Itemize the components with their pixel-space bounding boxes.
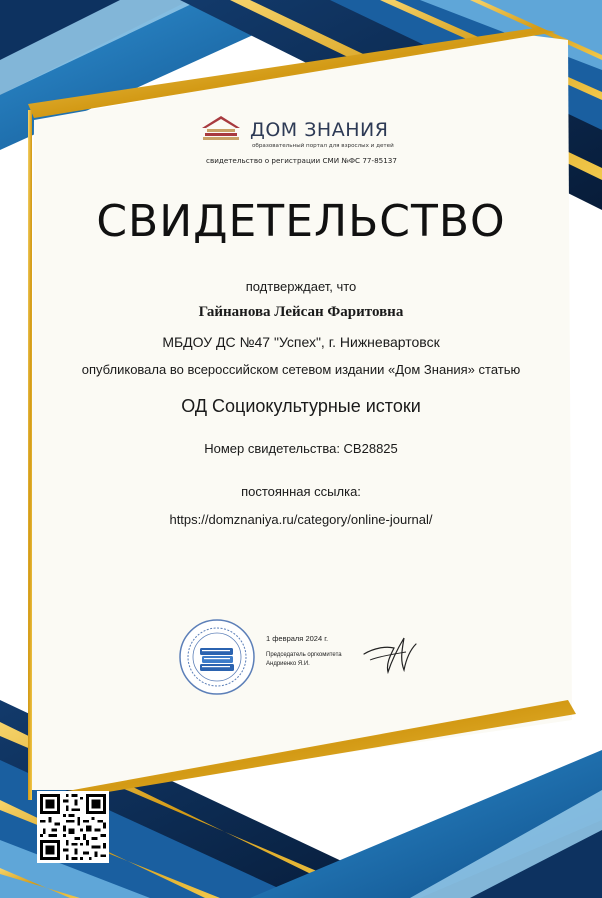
- signature-role: Председатель оргкомитета: [266, 652, 342, 658]
- recipient-name: Гайнанова Лейсан Фаритовна: [198, 304, 404, 320]
- logo-title: ДОМ ЗНАНИЯ: [250, 119, 389, 141]
- permanent-link-url[interactable]: https://domznaniya.ru/category/online-journal/: [169, 512, 433, 527]
- confirms-text: подтверждает, что: [245, 279, 357, 294]
- published-text: опубликовала во всероссийском сетевом издании «Дом Знания» статью: [81, 362, 521, 377]
- signature-date: 1 февраля 2024 г.: [266, 634, 329, 643]
- portal-logo: [196, 112, 416, 172]
- qr-code[interactable]: [37, 791, 109, 863]
- signature-person: Андриенко Я.И.: [266, 661, 310, 667]
- house-logo-icon: [196, 112, 246, 148]
- organization-text: МБДОУ ДС №47 "Успех", г. Нижневартовск: [162, 334, 440, 350]
- permanent-link-label: постоянная ссылка:: [241, 484, 361, 499]
- certificate-title: СВИДЕТЕЛЬСТВО: [96, 196, 506, 247]
- registration-text: свидетельство о регистрации СМИ №ФС 77-85137: [206, 156, 397, 165]
- certificate-number: Номер свидетельства: СВ28825: [204, 441, 398, 456]
- signature-block: [266, 634, 342, 669]
- books-stamp-icon: [178, 618, 256, 696]
- logo-subtitle: образовательный портал для взрослых и детей: [252, 143, 394, 149]
- handwritten-signature: [360, 630, 424, 678]
- article-title: ОД Социокультурные истоки: [181, 396, 421, 416]
